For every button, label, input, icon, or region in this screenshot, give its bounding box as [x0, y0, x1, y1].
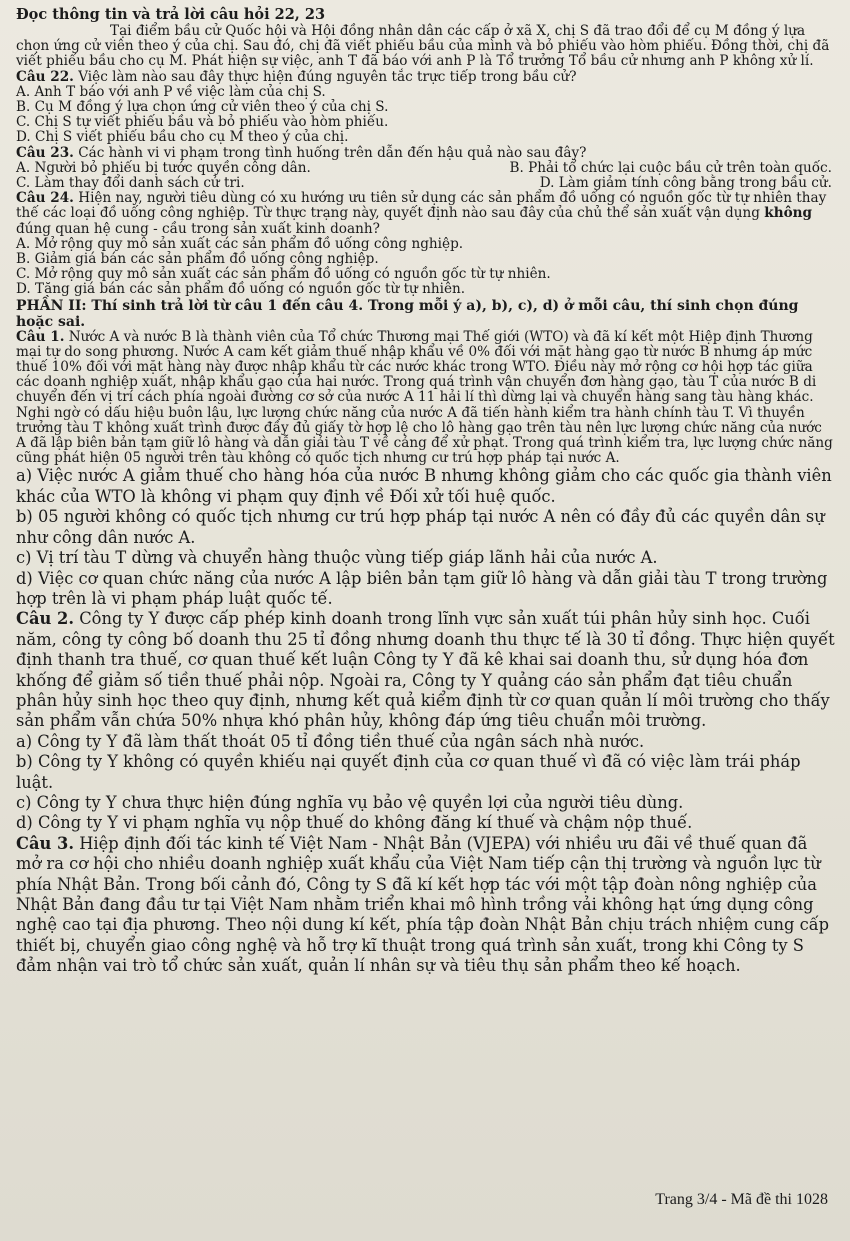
c2-statement-c: c) Công ty Y chưa thực hiện đúng nghĩa vụ bảo vệ quyền lợi của người tiêu dùng.	[16, 792, 684, 812]
part-2-heading: PHẦN II: Thí sinh trả lời từ câu 1 đến câu 4. Trong mỗi ý a), b), c), d) ở mỗi câu, thí sinh chọn đúng hoặc sai.	[16, 297, 799, 330]
question-c2-text: Công ty Y được cấp phép kinh doanh trong lĩnh vực sản xuất túi phân hủy sinh học. Cuối năm, công ty công bố doanh thu 25 tỉ đồng nhưng doanh thu thực tế là 30 tỉ đồng. Thực hiện quyết định thanh tra thuế, cơ quan thuế kết luận Công ty Y đã kê khai sai doanh thu, sử dụng hóa đơn khống để giảm số tiền thuế phải nộp. Ngoài ra, Công ty Y quảng cáo sản phẩm đạt tiêu chuẩn phân hủy sinh học theo quy định, nhưng kết quả kiểm định từ cơ quan quản lí môi trường cho thấy sản phẩm vẫn chứa 50% nhựa khó phân hủy, không đáp ứng tiêu chuẩn môi trường.	[16, 609, 835, 731]
question-23	[16, 146, 836, 161]
c1-statement-c: c) Vị trí tàu T dừng và chuyển hàng thuộc vùng tiếp giáp lãnh hải của nước A.	[16, 548, 658, 568]
section-heading: Đọc thông tin và trả lời câu hỏi 22, 23	[16, 6, 326, 23]
q24-option-a: A. Mở rộng quy mô sản xuất các sản phẩm đồ uống công nghiệp.	[16, 235, 464, 252]
q24-option-d: D. Tăng giá bán các sản phẩm đồ uống có nguồn gốc từ tự nhiên.	[16, 281, 466, 298]
q22-option-a: A. Anh T báo với anh P về việc làm của chị S.	[16, 83, 326, 100]
q23-option-a: A. Người bỏ phiếu bị tước quyền công dân.	[16, 159, 311, 176]
questions-c1-c3	[16, 466, 836, 976]
c1-statement-b: b) 05 người không có quốc tịch nhưng cư trú hợp pháp tại nước A nên có đầy đủ các quyền dân sự như công dân nước A.	[16, 507, 825, 547]
question-22-text: Việc làm nào sau đây thực hiện đúng nguyên tắc trực tiếp trong bầu cử?	[78, 68, 577, 85]
question-c2-label: Câu 2.	[16, 609, 75, 629]
question-c1-text: Nước A và nước B là thành viên của Tổ chức Thương mại Thế giới (WTO) và đã kí kết một Hiệp định Thương mại tự do song phương. Nước A cam kết giảm thuế nhập khẩu về 0% đối với mặt hàng gạo từ nước B nhưng áp mức thuế 10% đối với mặt hàng này được nhập khẩu từ các nước khác trong WTO. Điều này mở rộng cơ hội hợp tác giữa các doanh nghiệp xuất, nhập khẩu gạo của hai nước. Trong quá trình vận chuyển đơn hàng gạo, tàu T của nước B di chuyển đến vị trí cách phía ngoài đường cơ sở của nước A 11 hải lí thì dừng lại và chuyển hàng sang tàu hàng khác. Nghi ngờ có dấu hiệu buôn lậu, lực lượng chức năng của nước A đã tiến hành kiểm tra hành chính tàu T. Vì thuyền trưởng tàu T không xuất trình được đầy đủ giấy tờ hợp lệ cho lô hàng gạo trên tàu nên lực lượng chức năng của nước A đã lập biên bản tạm giữ lô hàng và dẫn giải tàu T về cảng để xử phạt. Trong quá trình kiểm tra, lực lượng chức năng cũng phát hiện 05 người trên tàu không có quốc tịch nhưng cư trú hợp pháp tại nước A.	[16, 328, 833, 467]
question-24	[16, 191, 836, 237]
q23-option-c: C. Làm thay đổi danh sách cử tri.	[16, 175, 245, 192]
c2-statement-a: a) Công ty Y đã làm thất thoát 05 tỉ đồng tiền thuế của ngân sách nhà nước.	[16, 731, 645, 751]
c1-statement-a: a) Việc nước A giảm thuế cho hàng hóa của nước B nhưng không giảm cho các quốc gia thành viên khác của WTO là không vi phạm quy định về Đối xử tối huệ quốc.	[16, 466, 832, 506]
q23-options-row-2	[16, 176, 836, 191]
c2-statement-b: b) Công ty Y không có quyền khiếu nại quyết định của cơ quan thuế vì đã có việc làm trái pháp luật.	[16, 752, 801, 792]
q22-option-d: D. Chị S viết phiếu bầu cho cụ M theo ý của chị.	[16, 129, 349, 146]
question-24-text-after: đúng quan hệ cung - cầu trong sản xuất kinh doanh?	[16, 220, 380, 237]
q24-option-c: C. Mở rộng quy mô sản xuất các sản phẩm đồ uống có nguồn gốc từ tự nhiên.	[16, 266, 551, 283]
question-23-text: Các hành vi vi phạm trong tình huống trên dẫn đến hậu quả nào sau đây?	[78, 144, 587, 161]
passage: Tại điểm bầu cử Quốc hội và Hội đồng nhân dân các cấp ở xã X, chị S đã trao đổi để cụ M đồng ý lựa chọn ứng cử viên theo ý của chị. Sau đó, chị đã viết phiếu bầu của mình và bỏ phiếu vào hòm phiếu. Đồng thời, chị đã viết phiếu bầu cho cụ M. Phát hiện sự việc, anh T đã báo với anh P là Tổ trưởng Tổ bầu cử nhưng anh P không xử lí.	[16, 23, 830, 70]
q23-option-d: D. Làm giảm tính công bằng trong bầu cử.	[539, 175, 832, 192]
question-24-emphasis: không	[764, 205, 813, 222]
page-footer: Trang 3/4 - Mã đề thi 1028	[655, 1191, 828, 1208]
q22-option-b: B. Cụ M đồng ý lựa chọn ứng cử viên theo ý của chị S.	[16, 99, 389, 116]
question-c1-label: Câu 1.	[16, 328, 65, 345]
q23-option-b: B. Phải tổ chức lại cuộc bầu cử trên toàn quốc.	[509, 159, 832, 176]
question-c3-label: Câu 3.	[16, 833, 75, 853]
c2-statement-d: d) Công ty Y vi phạm nghĩa vụ nộp thuế do không đăng kí thuế và chậm nộp thuế.	[16, 813, 693, 833]
q22-option-c: C. Chị S tự viết phiếu bầu và bỏ phiếu vào hòm phiếu.	[16, 114, 389, 131]
q23-options-row-1	[16, 161, 836, 176]
question-24-label: Câu 24.	[16, 190, 74, 207]
question-22-label: Câu 22.	[16, 68, 74, 85]
question-23-label: Câu 23.	[16, 144, 74, 161]
question-c1	[16, 330, 836, 467]
question-22	[16, 70, 836, 85]
questions-22-24	[16, 24, 836, 466]
c1-statement-d: d) Việc cơ quan chức năng của nước A lập biên bản tạm giữ lô hàng và dẫn giải tàu T trong trường hợp trên là vi phạm pháp luật quốc tế.	[16, 568, 828, 608]
question-c2	[16, 609, 836, 731]
question-c3-text: Hiệp định đối tác kinh tế Việt Nam - Nhật Bản (VJEPA) với nhiều ưu đãi về thuế quan đã mở ra cơ hội cho nhiều doanh nghiệp xuất khẩu của Việt Nam tiếp cận thị trường và nguồn lực từ phía Nhật Bản. Trong bối cảnh đó, Công ty S đã kí kết hợp tác với một tập đoàn nông nghiệp của Nhật Bản đang đầu tư tại Việt Nam nhằm triển khai mô hình trồng vải không hạt ứng dụng công nghệ cao tại địa phương. Theo nội dung kí kết, phía tập đoàn Nhật Bản chịu trách nhiệm cung cấp thiết bị, chuyển giao công nghệ và hỗ trợ kĩ thuật trong quá trình sản xuất, trong khi Công ty S đảm nhận vai trò tổ chức sản xuất, quản lí nhân sự và tiêu thụ sản phẩm theo kế hoạch.	[16, 833, 830, 976]
question-24-text-before: Hiện nay, người tiêu dùng có xu hướng ưu tiên sử dụng các sản phẩm đồ uống có nguồn gốc từ tự nhiên thay thế các loại đồ uống công nghiệp. Từ thực trạng này, quyết định nào sau đây của chủ thể sản xuất vận dụng	[16, 190, 827, 222]
question-c3	[16, 834, 836, 977]
q24-option-b: B. Giảm giá bán các sản phẩm đồ uống công nghiệp.	[16, 251, 379, 268]
